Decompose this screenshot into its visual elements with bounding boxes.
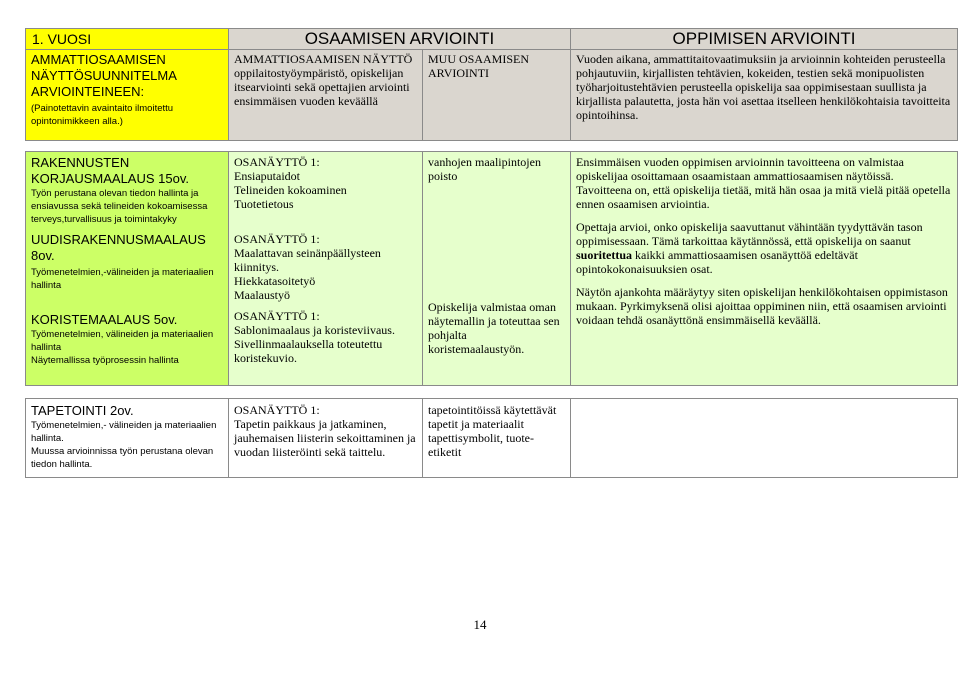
tapetointi-naytto-cell xyxy=(229,398,423,478)
oppimisen-paragraph: Näytön ajankohta määräytyy siten opiskelijan henkilökohtaisen oppimistason mukaan. Pyrkimyksenä olisi ajoittaa oppiminen niin, että osaamisen arviointi voidaan tehdä osanäyttönä ensimmäisellä keväällä. xyxy=(576,285,948,327)
naytto-item: Ensiaputaidot xyxy=(234,169,300,183)
oppimisen-paragraph: Opettaja arvioi, onko opiskelija saavuttanut vähintään tyydyttävän tason oppimisessaan. Tämä tarkoittaa käytännössä, että opiskelija on saanut suoritettua kaikki ammattiosaamisen osanäyttöä edeltävät opintokokonaisuuksien osat. xyxy=(576,220,923,276)
oppimisen-paragraph: Ensimmäisen vuoden oppimisen arvioinnin tavoitteena on valmistaa opiskelijaa osoittamaan osaamistaan ammattiosaamisen näytöissä. Tavoitteena on, että opiskelija tietää, mitä hän osaa ja mitä vielä pitää opetella ennen osaamisen arviointia. xyxy=(576,155,951,211)
modules-cell xyxy=(25,151,229,386)
naytto-item: Maalattavan seinänpäällysteen kiinnitys. xyxy=(234,246,381,274)
oppimisen-arviointi-description: Vuoden aikana, ammattitaitovaatimuksiin ja arvioinnin kohteiden perusteella pohjautuviin, kirjallisten tehtävien, kokeiden, testien sekä monipuolisten työharjoitustehtävien perusteella opiskelija saa oppimisestaan suullista ja kirjallista palautetta, josta hän voi asettaa itselleen henkilökohtaisia tavoitteita opintoihinsa. xyxy=(571,50,958,141)
naytto-item: Maalaustyö xyxy=(234,288,290,302)
tapetointi-empty-cell xyxy=(571,398,958,478)
muu-arviointi-cell xyxy=(423,151,571,386)
modules-row xyxy=(25,151,958,386)
muu-osaamisen-arviointi-heading: MUU OSAAMISEN ARVIOINTI xyxy=(423,50,571,141)
module-description: Työmenetelmien,- välineiden ja materiaalien hallinta. xyxy=(31,420,217,444)
module-title: KORISTEMAALAUS 5ov. xyxy=(31,312,178,327)
naytto-item: Hiekkatasoitetyö xyxy=(234,274,316,288)
plan-note: (Painotettavin avaintaito ilmoitettu opintonimikkeen alla.) xyxy=(31,103,174,127)
module-description: Työn perustana olevan tiedon hallinta ja ensiavussa sekä telineiden kokoamisessa terveys,turvallisuus ja toimintakyky xyxy=(31,188,208,225)
suoritettua-bold: suoritettua xyxy=(576,248,632,262)
naytto-label: OSANÄYTTÖ 1: xyxy=(234,232,320,246)
muu-arviointi-text: Opiskelija valmistaa oman näytemallin ja toteuttaa sen pohjalta koristemaalaustyön. xyxy=(428,300,560,356)
oppimisen-text-cell xyxy=(571,151,958,386)
naytto-label: OSANÄYTTÖ 1: xyxy=(234,403,320,417)
module-title: TAPETOINTI 2ov. xyxy=(31,403,134,418)
naytto-label: OSANÄYTTÖ 1: xyxy=(234,155,320,169)
naytto-item: Sivellinmaalauksella toteutettu koristekuvio. xyxy=(234,337,383,365)
plan-heading-line-2: NÄYTTÖSUUNNITELMA xyxy=(31,68,177,83)
year-label: 1. VUOSI xyxy=(25,28,229,50)
plan-heading-cell xyxy=(25,50,229,141)
naytto-item: Tuotetietous xyxy=(234,197,294,211)
naytto-label: OSANÄYTTÖ 1: xyxy=(234,309,320,323)
subheader-row xyxy=(25,50,958,141)
naytto-item: Sablonimaalaus ja koristeviivaus. xyxy=(234,323,395,337)
plan-heading-line-1: AMMATTIOSAAMISEN xyxy=(31,52,166,67)
module-description: Työmenetelmien,-välineiden ja materiaalien hallinta xyxy=(31,267,214,291)
module-description-extra: Muussa arvioinnissa työn perustana olevan tiedon hallinta. xyxy=(31,446,214,470)
muu-arviointi-text: vanhojen maalipintojen poisto xyxy=(428,155,541,183)
plan-heading-line-3: ARVIOINTEINEEN: xyxy=(31,84,145,99)
osaamisen-arviointi-heading: OSAAMISEN ARVIOINTI xyxy=(229,28,571,50)
tapetointi-module-cell xyxy=(25,398,229,478)
page-number: 14 xyxy=(473,617,487,632)
ammattiosaamisen-naytto-heading: AMMATTIOSAAMISEN NÄYTTÖ oppilaitostyöympäristö, opiskelijan itsearviointi sekä opettajien arviointi ensimmäisen vuoden keväällä xyxy=(229,50,423,141)
tapetointi-row xyxy=(25,398,958,478)
naytto-item: Tapetin paikkaus ja jatkaminen, jauhemaisen liisterin sekoittaminen ja vuodan liisteröinti sekä taittelu. xyxy=(234,417,416,459)
tapetointi-muu-cell: tapetointitöissä käytettävät tapetit ja materiaalit tapettisymbolit, tuote-etiketit xyxy=(423,398,571,478)
module-description-extra: Näytemallissa työprosessin hallinta xyxy=(31,355,179,366)
naytto-item: Telineiden kokoaminen xyxy=(234,183,347,197)
module-title: RAKENNUSTEN KORJAUSMAALAUS 15ov. xyxy=(31,155,189,186)
header-row xyxy=(25,28,958,50)
oppimisen-arviointi-heading: OPPIMISEN ARVIOINTI xyxy=(571,28,958,50)
module-description: Työmenetelmien, välineiden ja materiaalien hallinta xyxy=(31,329,214,353)
module-title: UUDISRAKENNUSMAALAUS 8ov. xyxy=(31,232,206,263)
naytto-cell xyxy=(229,151,423,386)
